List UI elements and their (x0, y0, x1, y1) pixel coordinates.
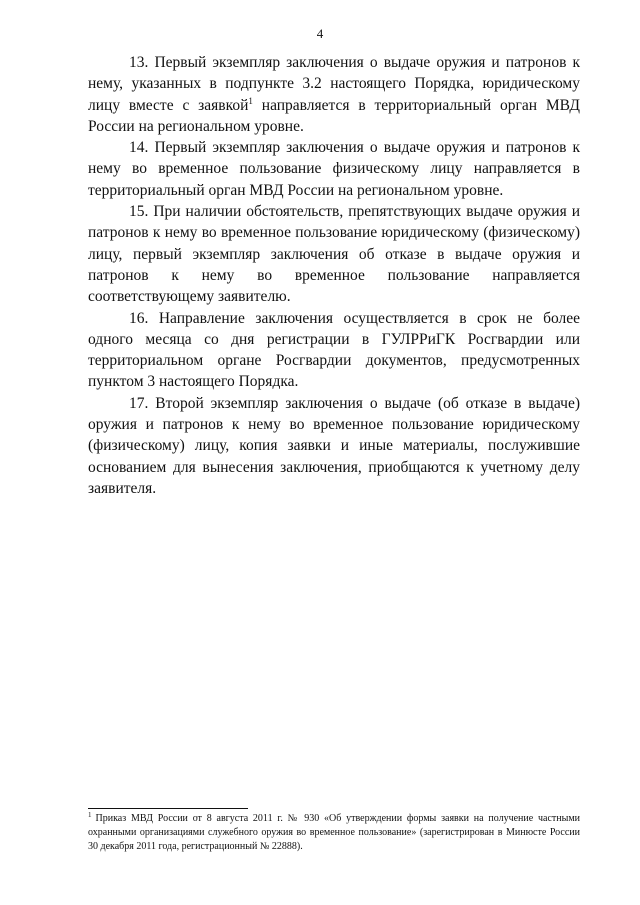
paragraph-13 (88, 52, 580, 137)
paragraph-15: 15. При наличии обстоятельств, препятствующих выдаче оружия и патронов к нему во временное пользование юридическому (физическому) лицу, первый экземпляр заключения об отказе в выдаче оружия и патронов к нему во временное пользование направляется соответствующему заявителю. (88, 203, 580, 306)
footnote-separator (88, 808, 248, 809)
footnote-marker: 1 (88, 811, 92, 819)
footnote (88, 812, 580, 854)
paragraph-13-text: 13. Первый экземпляр заключения о выдаче оружия и патронов к нему, указанных в подпункте 3.2 настоящего Порядка, юридическому лицу вместе с заявкой (88, 54, 580, 114)
footnote-text: Приказ МВД России от 8 августа 2011 г. № 930 «Об утверждении формы заявки на получение частными охранными организациями служебного оружия во временное пользование» (зарегистрирован в Минюсте России 30 декабря 2011 года, регистрационный № 22888). (88, 813, 580, 852)
paragraph-14: 14. Первый экземпляр заключения о выдаче оружия и патронов к нему во временное пользование физическому лицу направляется в территориальный орган МВД России на региональном уровне. (88, 139, 580, 199)
page-number: 4 (316, 26, 324, 41)
paragraph-13-text-continued: направляется в территориальный орган МВД России на региональном уровне. (88, 96, 580, 135)
paragraph-17: 17. Второй экземпляр заключения о выдаче (об отказе в выдаче) оружия и патронов к нему во временное пользование юридическому (физическому) лицу, копия заявки и иные материалы, послужившие основанием для вынесения заключения, приобщаются к учетному делу заявителя. (88, 394, 580, 497)
paragraph-16: 16. Направление заключения осуществляется в срок не более одного месяца со дня регистрации в ГУЛРРиГК Росгвардии или территориальном органе Росгвардии документов, предусмотренных пунктом 3 настоящего Порядка. (88, 309, 580, 391)
document-body (88, 52, 580, 499)
footnote-reference: 1 (248, 95, 253, 106)
